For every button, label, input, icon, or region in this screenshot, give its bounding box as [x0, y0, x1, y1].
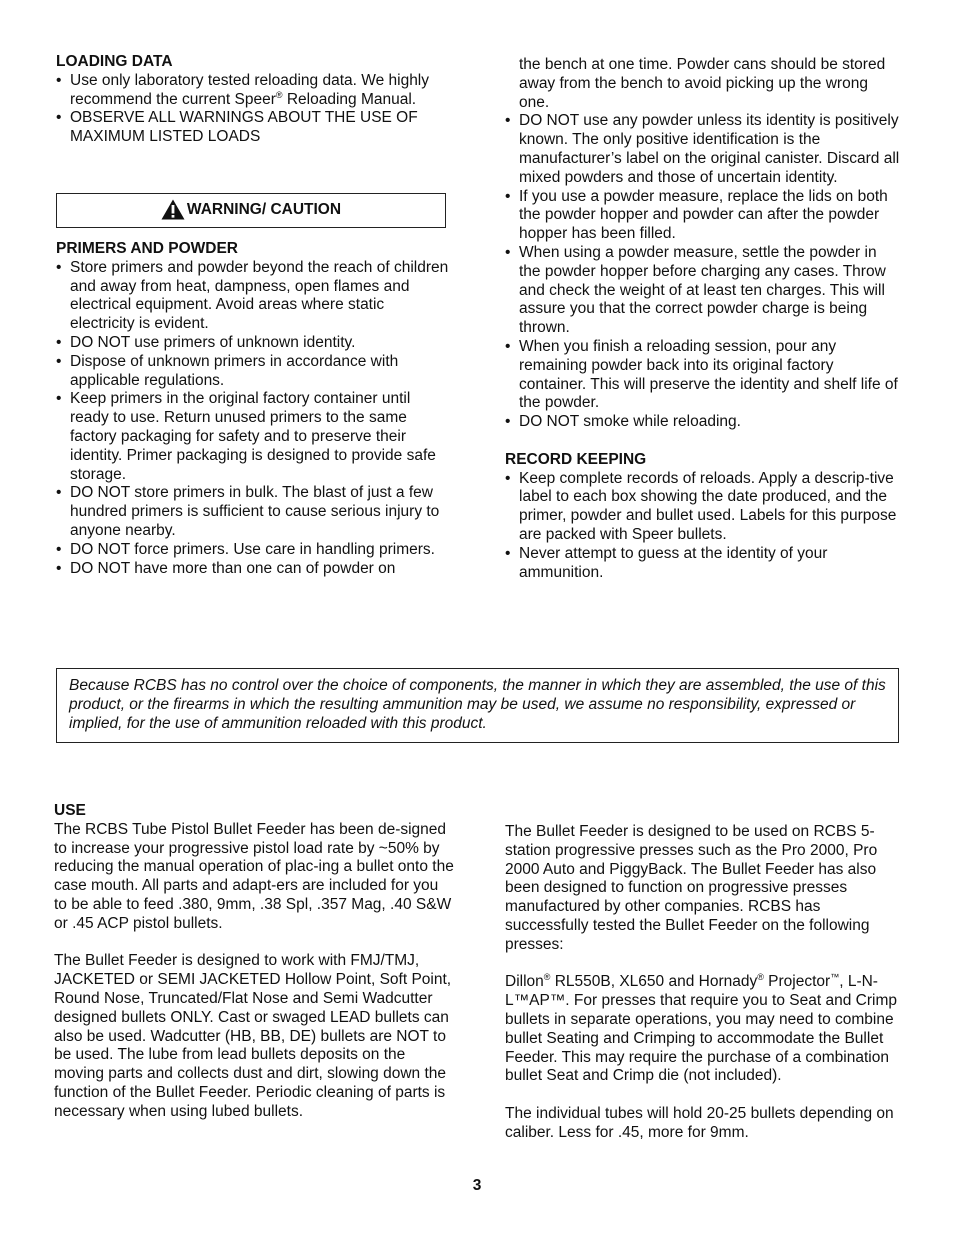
use-section-left: [54, 802, 454, 1140]
list-item: • DO NOT have more than one can of powder on: [56, 560, 451, 579]
right-column-top: [505, 56, 900, 582]
list-item: • When you finish a reloading session, pour any remaining powder back into its original factory container. This will preserve the identity and shelf life of the powder.: [505, 338, 900, 413]
record-keeping-heading: RECORD KEEPING: [505, 450, 647, 468]
use-paragraph-4: Dillon® RL550B, XL650 and Hornady® Projector™, L-N-L™AP™. For presses that require you to Seat and Crimp bullets in separate operations, you may need to combine bullet Seating and Crimping to accommodate the Bullet Feeder. This may require the purchase of a combination bullet Seat and Crimp die (not included).: [505, 972, 897, 1085]
list-item: • DO NOT use primers of unknown identity.: [56, 334, 451, 353]
disclaimer-box: [56, 668, 899, 743]
loading-data-list: [56, 72, 451, 147]
use-paragraph-1: The RCBS Tube Pistol Bullet Feeder has been de-signed to increase your progressive pistol load rate by ~50% by reducing the manual operation of plac-ing a bullet onto the case mouth. All parts and adapt-ers are included for you to be able to feed .380, 9mm, .38 Spl, .357 Mag, .40 S&W or .45 ACP pistol bullets.: [54, 820, 454, 932]
list-item: • Keep primers in the original factory container until ready to use. Return unused primers to the same factory packaging for safety and to preserve their identity. Primer packaging is designed to provide safe storage.: [56, 390, 451, 484]
use-paragraph-5: The individual tubes will hold 20-25 bullets depending on caliber. Less for .45, more for 9mm.: [505, 1104, 894, 1141]
use-paragraph-3: The Bullet Feeder is designed to be used on RCBS 5-station progressive presses such as the Pro 2000, Pro 2000 Auto and PiggyBack. The Bullet Feeder has also been designed to function on progressive presses manufactured by other companies. RCBS has successfully tested the Bullet Feeder on the following presses:: [505, 823, 878, 953]
list-item: • DO NOT force primers. Use care in handling primers.: [56, 541, 451, 560]
disclaimer-text: Because RCBS has no control over the choice of components, the manner in which they are assembled, the use of this product, or the firearms in which the resulting ammunition may be used, we assume no responsibility, expressed or implied, for the use of ammunition reloaded with this product.: [69, 677, 886, 732]
powder-list-continued: [505, 112, 900, 432]
use-heading: USE: [54, 802, 86, 819]
loading-data-heading: LOADING DATA: [56, 53, 173, 70]
powder-continuation-text: the bench at one time. Powder cans should be stored away from the bench to avoid picking up the wrong one.: [519, 56, 886, 111]
list-item: • DO NOT store primers in bulk. The blast of just a few hundred primers is sufficient to cause serious injury to anyone nearby.: [56, 484, 451, 540]
primers-powder-list: [56, 259, 451, 579]
list-item: • When using a powder measure, settle the powder in the powder hopper before charging any cases. Throw and check the weight of at least ten charges. This will assure you that the correct powder charge is being thrown.: [505, 244, 900, 338]
list-item: • Dispose of unknown primers in accordance with applicable regulations.: [56, 353, 451, 391]
list-item: • Store primers and powder beyond the reach of children and away from heat, dampness, open flames and electrical equipment. Avoid areas where static electricity is evident.: [56, 259, 451, 334]
list-item: • DO NOT smoke while reloading.: [505, 413, 900, 432]
primers-powder-heading: PRIMERS AND POWDER: [56, 240, 238, 257]
list-item: • Keep complete records of reloads. Apply a descrip-tive label to each box showing the date produced, and the primer, powder and bullet used. Labels for this purpose are packed with Speer bullets.: [505, 470, 900, 545]
record-keeping-list: [505, 470, 900, 583]
warning-caution-box: [56, 193, 446, 228]
list-item: • If you use a powder measure, replace the lids on both the powder hopper and powder can after the powder hopper has been filled.: [505, 188, 900, 244]
left-column-top: [56, 53, 451, 147]
page-number: 3: [472, 1177, 482, 1194]
list-item: • OBSERVE ALL WARNINGS ABOUT THE USE OF MAXIMUM LISTED LOADS: [56, 109, 451, 147]
warning-triangle-icon: [161, 199, 185, 220]
primers-powder-section: [56, 240, 451, 578]
list-item: • Use only laboratory tested reloading data. We highly recommend the current Speer® Reloading Manual.: [56, 72, 451, 110]
list-item: • Never attempt to guess at the identity of your ammunition.: [505, 545, 900, 583]
list-item: • DO NOT use any powder unless its identity is positively known. The only positive identification is the manufacturer’s label on the original canister. Discard all mixed powders and those of uncertain identity.: [505, 112, 900, 187]
use-paragraph-2: The Bullet Feeder is designed to work with FMJ/TMJ, JACKETED or SEMI JACKETED Hollow Point, Soft Point, Round Nose, Truncated/Flat Nose and Semi Wadcutter designed bullets ONLY. Cast or swaged LEAD bullets can also be used. Wadcutter (HB, BB, DE) bullets are NOT to be used. The lube from lead bullets deposits on the moving parts and collects dust and dirt, slowing down the function of the Bullet Feeder. Periodic cleaning of parts is necessary when using lubed bullets.: [54, 952, 452, 1120]
use-section-right: [505, 823, 900, 1161]
warning-caution-label: WARNING/ CAUTION: [186, 201, 342, 219]
